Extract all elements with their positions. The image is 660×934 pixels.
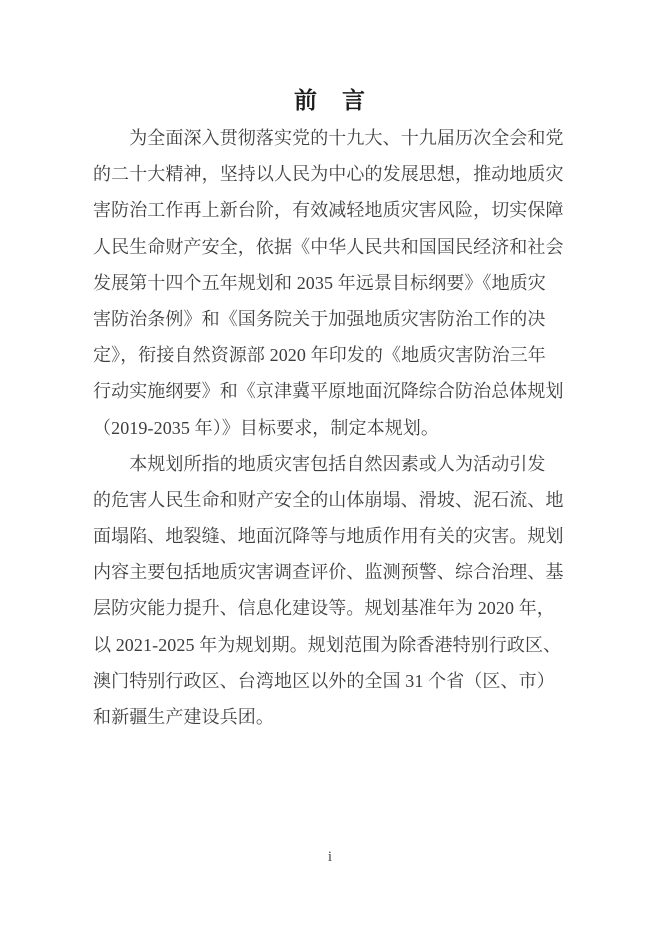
page-title: 前 言 bbox=[294, 88, 366, 113]
text-line: 层防灾能力提升、信息化建设等。规划基准年为 2020 年， bbox=[93, 598, 555, 619]
text-line: 本规划所指的地质灾害包括自然因素或人为活动引发 bbox=[93, 453, 546, 474]
body-text bbox=[93, 120, 569, 735]
text-line: 面塌陷、地裂缝、地面沉降等与地质作用有关的灾害。规划 bbox=[93, 526, 564, 547]
text-line: （2019-2035 年）》目标要求，制定本规划。 bbox=[93, 417, 439, 438]
text-line: 人民生命财产安全，依据《中华人民共和国国民经济和社会 bbox=[93, 236, 564, 257]
text-line: 和新疆生产建设兵团。 bbox=[93, 707, 274, 727]
text-line: 害防治条例》和《国务院关于加强地质灾害防治工作的决 bbox=[93, 308, 546, 329]
text-line: 澳门特别行政区、台湾地区以外的全国 31 个省（区、市） bbox=[93, 670, 555, 691]
text-line: 害防治工作再上新台阶，有效减轻地质灾害风险，切实保障 bbox=[93, 200, 564, 221]
text-line: 的危害人民生命和财产安全的山体崩塌、滑坡、泥石流、地 bbox=[93, 489, 564, 510]
text-line: 定》，衔接自然资源部 2020 年印发的《地质灾害防治三年 bbox=[93, 345, 546, 366]
page-number: i bbox=[327, 849, 333, 865]
text-line: 的二十大精神，坚持以人民为中心的发展思想，推动地质灾 bbox=[93, 164, 564, 185]
text-line: 内容主要包括地质灾害调查评价、监测预警、综合治理、基 bbox=[93, 562, 564, 583]
text-line: 行动实施纲要》和《京津冀平原地面沉降综合防治总体规划 bbox=[93, 381, 564, 402]
text-line: 为全面深入贯彻落实党的十九大、十九届历次全会和党 bbox=[93, 128, 564, 148]
text-line: 发展第十四个五年规划和 2035 年远景目标纲要》《地质灾 bbox=[93, 272, 546, 293]
text-line: 以 2021-2025 年为规划期。规划范围为除香港特别行政区、 bbox=[93, 634, 562, 655]
